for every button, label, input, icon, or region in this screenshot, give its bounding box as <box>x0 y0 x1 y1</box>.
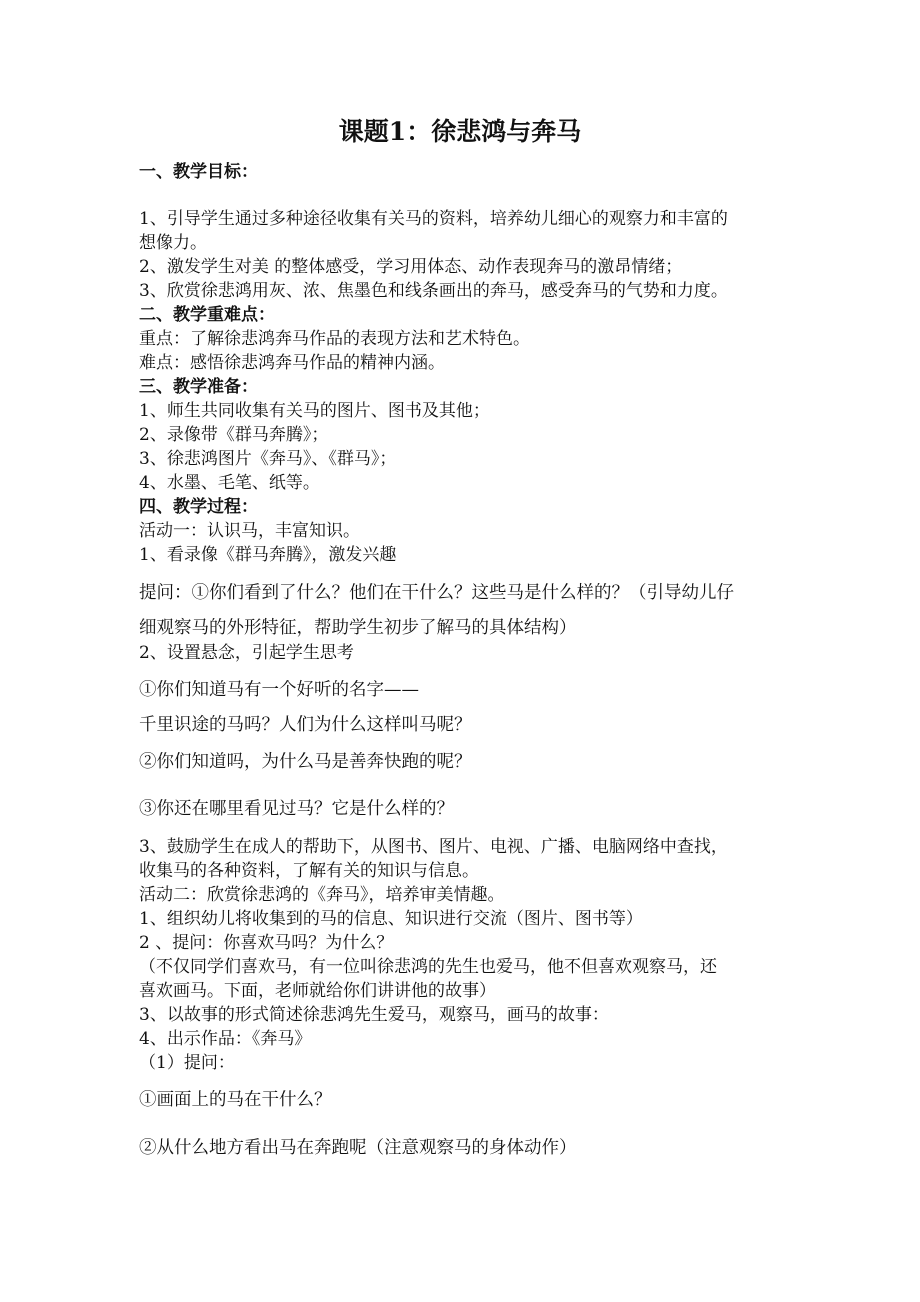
section-heading: 三、教学准备： <box>139 377 258 397</box>
paragraph-line: 千里识途的马吗？人们为什么这样叫马呢？ <box>139 715 472 735</box>
page-title: 课题1：徐悲鸿与奔马 <box>338 117 582 146</box>
paragraph-line: 4、水墨、毛笔、纸等。 <box>139 473 320 493</box>
paragraph-line: 1、组织幼儿将收集到的马的信息、知识进行交流（图片、图书等） <box>139 909 643 929</box>
paragraph-line: 3、鼓励学生在成人的帮助下，从图书、图片、电视、广播、电脑网络中查找， <box>139 837 728 857</box>
paragraph-line: 3、以故事的形式简述徐悲鸿先生爱马，观察马，画马的故事： <box>139 1005 609 1025</box>
paragraph-line: （不仅同学们喜欢马，有一位叫徐悲鸿的先生也爱马，他不但喜欢观察马，还 <box>139 957 717 977</box>
section-heading: 二、教学重难点： <box>139 305 275 325</box>
paragraph-line: 1、引导学生通过多种途径收集有关马的资料，培养幼儿细心的观察力和丰富的 <box>139 209 728 229</box>
paragraph-line: 2 、提问：你喜欢马吗？为什么？ <box>139 933 394 953</box>
paragraph-line: ①画面上的马在干什么？ <box>139 1090 332 1110</box>
paragraph-line: ②从什么地方看出马在奔跑呢（注意观察马的身体动作） <box>139 1138 577 1158</box>
paragraph-line: 收集马的各种资料，了解有关的知识与信息。 <box>139 861 479 881</box>
paragraph-line: 活动二：欣赏徐悲鸿的《奔马》，培养审美情趣。 <box>139 885 505 905</box>
section-heading: 四、教学过程： <box>139 497 258 517</box>
paragraph-line: 喜欢画马。下面，老师就给你们讲讲他的故事） <box>139 981 496 1001</box>
paragraph-line: 1、师生共同收集有关马的图片、图书及其他； <box>139 401 490 421</box>
paragraph-line: 难点：感悟徐悲鸿奔马作品的精神内涵。 <box>139 353 445 373</box>
paragraph-line: 想像力。 <box>139 233 207 253</box>
paragraph-line: 3、欣赏徐悲鸿用灰、浓、焦墨色和线条画出的奔马，感受奔马的气势和力度。 <box>139 281 728 301</box>
paragraph-line: 2、录像带《群马奔腾》； <box>139 425 329 445</box>
paragraph-line: 活动一：认识马，丰富知识。 <box>139 521 360 541</box>
paragraph-line: 细观察马的外形特征，帮助学生初步了解马的具体结构） <box>139 618 577 638</box>
paragraph-line: 4、出示作品：《奔马》 <box>139 1029 312 1049</box>
section-heading: 一、教学目标： <box>139 162 258 182</box>
paragraph-line: 重点：了解徐悲鸿奔马作品的表现方法和艺术特色。 <box>139 329 530 349</box>
paragraph-line: ①你们知道马有一个好听的名字—— <box>139 680 419 700</box>
paragraph-line: （1）提问： <box>139 1053 235 1073</box>
paragraph-line: 提问：①你们看到了什么？他们在干什么？这些马是什么样的？（引导幼儿仔 <box>139 583 734 603</box>
paragraph-line: 2、设置悬念，引起学生思考 <box>139 643 354 663</box>
paragraph-line: 1、看录像《群马奔腾》，激发兴趣 <box>139 545 397 565</box>
paragraph-line: ②你们知道吗，为什么马是善奔快跑的呢？ <box>139 752 472 772</box>
paragraph-line: ③你还在哪里看见过马？它是什么样的？ <box>139 799 454 819</box>
paragraph-line: 3、徐悲鸿图片《奔马》、《群马》； <box>139 449 397 469</box>
paragraph-line: 2、激发学生对美 的整体感受，学习用体态、动作表现奔马的激昂情绪； <box>139 257 683 277</box>
